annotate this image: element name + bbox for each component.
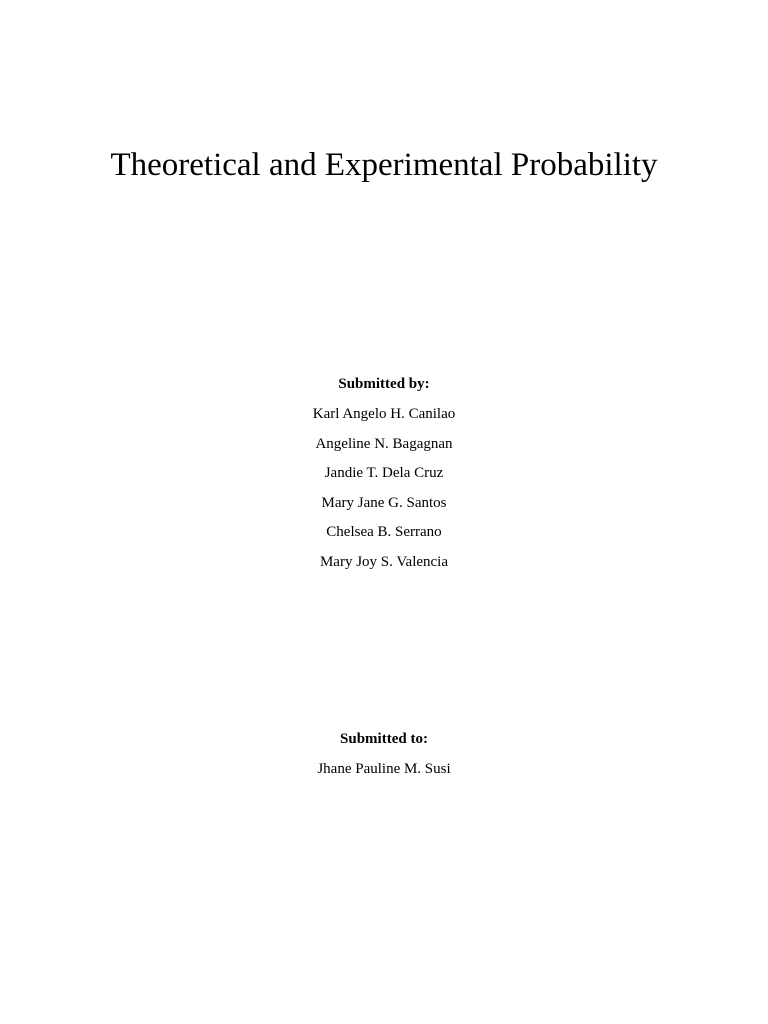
submitter-name: Jandie T. Dela Cruz bbox=[324, 465, 444, 482]
submitter-name: Chelsea B. Serrano bbox=[326, 524, 442, 541]
submitter-name: Mary Joy S. Valencia bbox=[319, 553, 449, 570]
document-title: Theoretical and Experimental Probability bbox=[110, 147, 658, 183]
submitted-to-heading: Submitted to: bbox=[340, 731, 428, 747]
submitter-name: Karl Angelo H. Canilao bbox=[312, 406, 456, 422]
submitter-name: Angeline N. Bagagnan bbox=[315, 435, 453, 452]
submitted-by-heading: Submitted by: bbox=[338, 376, 430, 392]
submitter-name: Mary Jane G. Santos bbox=[321, 494, 447, 511]
submitted-by-section bbox=[0, 372, 768, 580]
submitted-to-section bbox=[0, 727, 768, 787]
recipient-name: Jhane Pauline M. Susi bbox=[317, 761, 451, 777]
